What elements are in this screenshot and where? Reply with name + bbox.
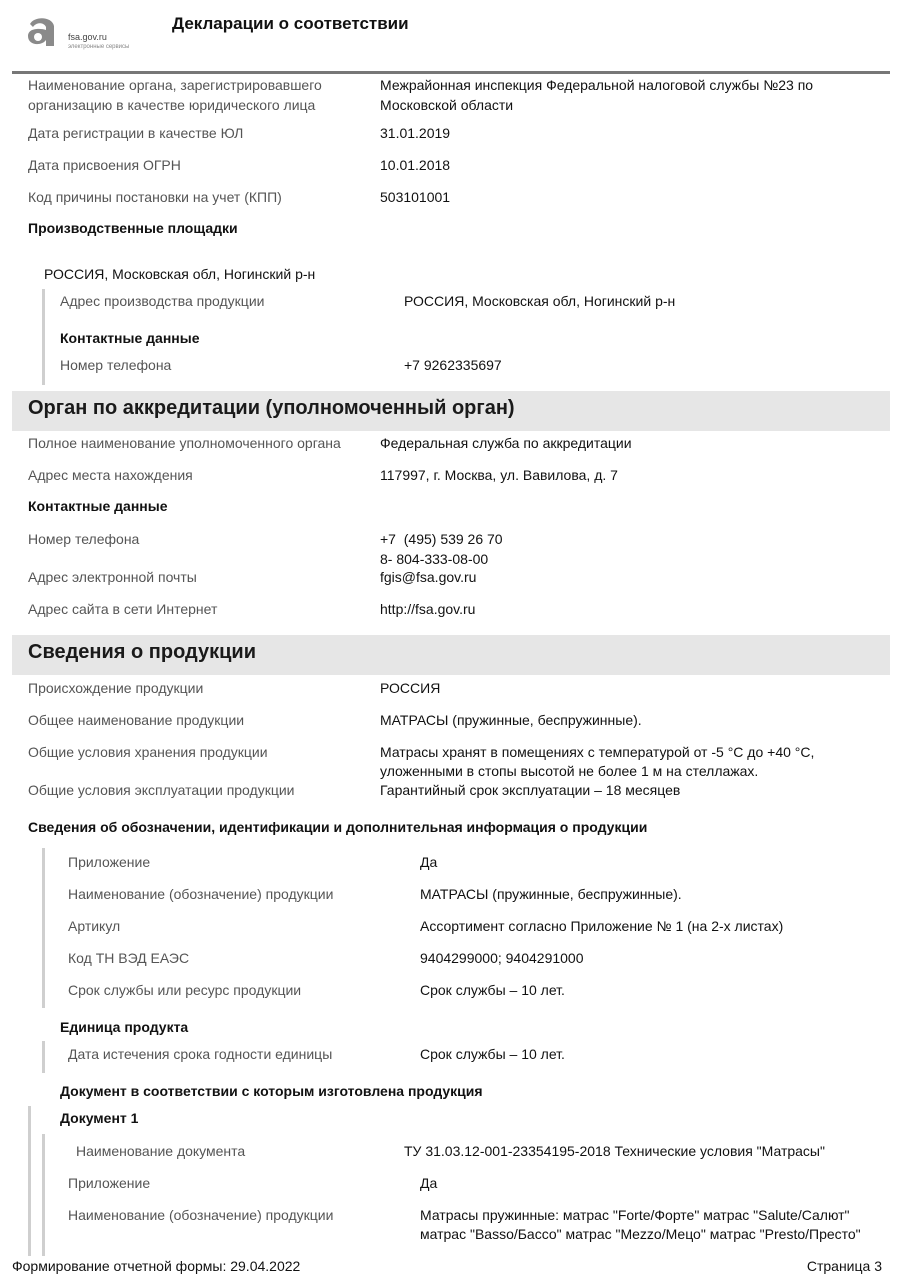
product-section-title: Сведения о продукции (28, 641, 256, 663)
site-contacts-title: Контактные данные (60, 330, 200, 346)
unit-block-bar (42, 1041, 45, 1073)
accreditation-contacts-title: Контактные данные (28, 498, 168, 514)
ident-product-name-label: Наименование (обозначение) продукции (68, 886, 334, 902)
kpp-label: Код причины постановки на учет (КПП) (28, 189, 282, 205)
ident-tnved-value: 9404299000; 9404291000 (420, 950, 584, 966)
product-storage-value-1: Матрасы хранят в помещениях с температурой от -5 °С до +40 °С, (380, 744, 815, 760)
production-address-label: Адрес производства продукции (60, 293, 265, 309)
site-phone-value: +7 9262335697 (404, 357, 502, 373)
org-registrar-label: Наименование органа, зарегистрировавшего организацию в качестве юридического лица (28, 77, 322, 113)
ident-article-value: Ассортимент согласно Приложение № 1 (на 2-х листах) (420, 918, 784, 934)
page-title: Декларации о соответствии (172, 14, 409, 33)
product-ident-title: Сведения об обозначении, идентификации и дополнительная информация о продукции (28, 819, 648, 835)
ident-block-bar (42, 848, 45, 1008)
product-storage-value-2: уложенными в стопы высотой не более 1 м на стеллажах. (380, 763, 759, 779)
ident-tnved-label: Код ТН ВЭД ЕАЭС (68, 950, 190, 966)
accreditation-email-value: fgis@fsa.gov.ru (380, 569, 477, 585)
accreditation-phone-value-2: 8- 804-333-08-00 (380, 551, 489, 567)
doc-product-value-1: Матрасы пружинные: матрас "Forte/Форте" матрас "Salute/Салют" (420, 1207, 850, 1223)
accreditation-phone-value-1: +7 (495) 539 26 70 (380, 531, 503, 547)
production-address-value: РОССИЯ, Московская обл, Ногинский р-н (404, 293, 676, 309)
product-usage-value: Гарантийный срок эксплуатации – 18 месяцев (380, 782, 681, 798)
accreditation-email-label: Адрес электронной почты (28, 569, 197, 585)
org-reg-date-value: 31.01.2019 (380, 125, 451, 141)
logo-subtitle: электронные сервисы (68, 44, 130, 50)
product-storage-label: Общие условия хранения продукции (28, 744, 268, 760)
doc1-block-bar (42, 1134, 45, 1256)
accreditation-section-title: Орган по аккредитации (уполномоченный орган) (28, 397, 515, 419)
doc-product-value-2: матрас "Basso/Бассо" матрас "Mezzo/Мецо" матрас "Presto/Престо" (420, 1226, 861, 1242)
site-phone-label: Номер телефона (60, 357, 172, 373)
production-sites-title: Производственные площадки (28, 220, 238, 236)
accreditation-name-value: Федеральная служба по аккредитации (380, 435, 632, 451)
doc-block-bar (28, 1106, 31, 1256)
product-name-value: МАТРАСЫ (пружинные, беспружинные). (380, 712, 642, 728)
accreditation-phone-label: Номер телефона (28, 531, 140, 547)
ident-service-life-label: Срок службы или ресурс продукции (68, 982, 302, 998)
report-generated-date: Формирование отчетной формы: 29.04.2022 (12, 1258, 301, 1274)
accreditation-address-value: 117997, г. Москва, ул. Вавилова, д. 7 (380, 467, 618, 483)
product-origin-value: РОССИЯ (380, 680, 441, 696)
accreditation-name-label: Полное наименование уполномоченного органа (28, 435, 341, 451)
accreditation-section-header (12, 391, 890, 431)
ident-annex-label: Приложение (68, 854, 151, 870)
unit-expiry-label: Дата истечения срока годности единицы (68, 1046, 333, 1062)
fsa-logo (24, 12, 144, 56)
header-divider (12, 71, 890, 74)
doc-name-value: ТУ 31.03.12-001-23354195-2018 Технические условия "Матрасы" (404, 1143, 825, 1159)
product-origin-label: Происхождение продукции (28, 680, 204, 696)
doc-name-label: Наименование документа (76, 1143, 246, 1159)
ident-service-life-value: Срок службы – 10 лет. (420, 982, 565, 998)
accreditation-address-label: Адрес места нахождения (28, 467, 193, 483)
ident-annex-value: Да (420, 854, 438, 870)
ident-article-label: Артикул (68, 918, 121, 934)
org-registrar-value: Межрайонная инспекция Федеральной налоговой службы №23 по Московской области (380, 77, 814, 113)
accreditation-website-value: http://fsa.gov.ru (380, 601, 476, 617)
product-usage-label: Общие условия эксплуатации продукции (28, 782, 295, 798)
ogrn-date-label: Дата присвоения ОГРН (28, 157, 181, 173)
production-site-name: РОССИЯ, Московская обл, Ногинский р-н (44, 266, 316, 282)
product-name-label: Общее наименование продукции (28, 712, 245, 728)
production-site-bar (42, 289, 45, 385)
ogrn-date-value: 10.01.2018 (380, 157, 451, 173)
product-unit-title: Единица продукта (60, 1019, 189, 1035)
org-reg-date-label: Дата регистрации в качестве ЮЛ (28, 125, 244, 141)
doc-section-title: Документ в соответствии с которым изготовлена продукция (60, 1083, 483, 1099)
kpp-value: 503101001 (380, 189, 451, 205)
page-number: Страница 3 (806, 1258, 882, 1274)
doc-annex-value: Да (420, 1175, 438, 1191)
accreditation-website-label: Адрес сайта в сети Интернет (28, 601, 218, 617)
product-section-header (12, 635, 890, 675)
doc-product-label: Наименование (обозначение) продукции (68, 1207, 334, 1223)
doc-annex-label: Приложение (68, 1175, 151, 1191)
logo-text: fsa.gov.ru (68, 32, 107, 42)
doc1-title: Документ 1 (60, 1110, 139, 1126)
fsa-logo-icon (24, 14, 60, 50)
unit-expiry-value: Срок службы – 10 лет. (420, 1046, 565, 1062)
ident-product-name-value: МАТРАСЫ (пружинные, беспружинные). (420, 886, 682, 902)
